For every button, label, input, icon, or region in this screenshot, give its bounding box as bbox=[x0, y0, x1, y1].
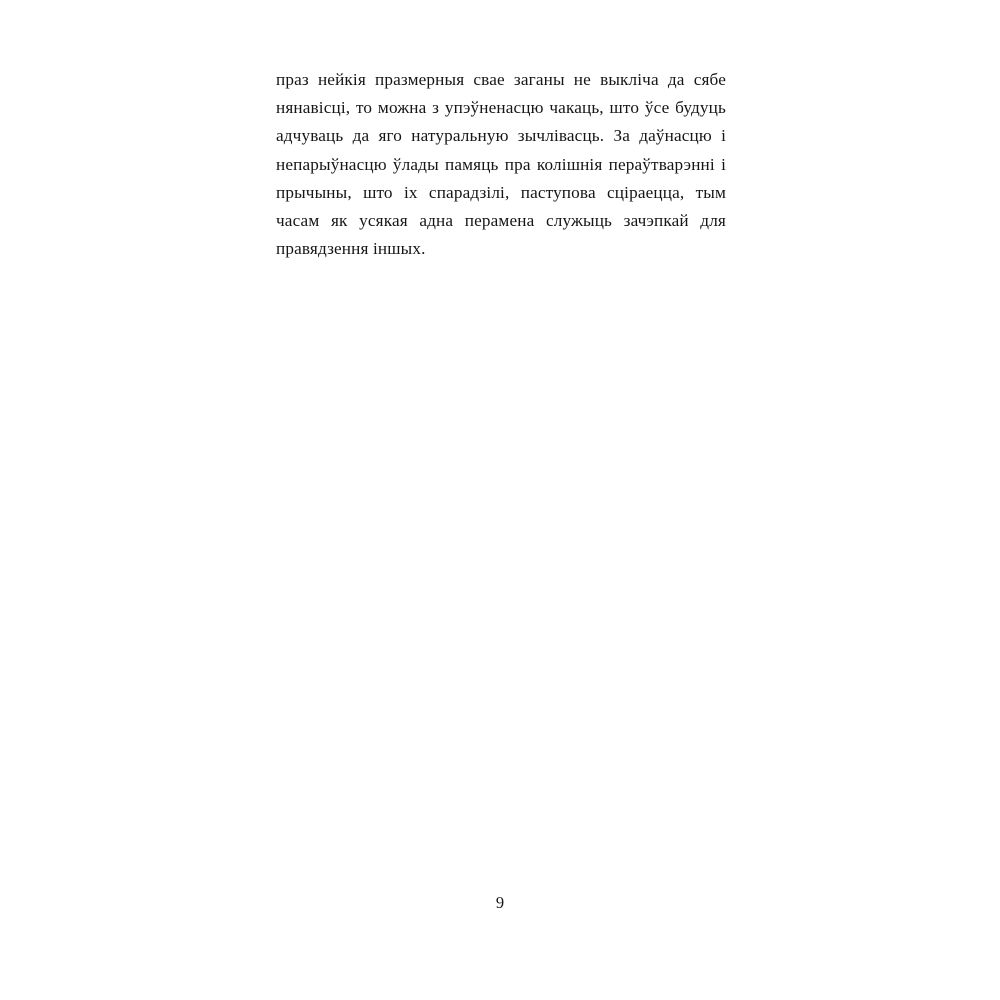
page-text-block bbox=[276, 66, 726, 263]
paragraph-text: праз нейкія празмерныя свае заганы не выкліча да сябе нянавісці, то можна з упэўненасцю чакаць, што ўсе будуць адчуваць да яго натуральную зычлівасць. За даўнасцю і непарыўнасцю ўлады памяць пра колішнія пераўтварэнні і прычыны, што іх спарадзілі, паступова сціраецца, тым часам як усякая адна перамена служыць зачэпкай для правядзення іншых. bbox=[276, 70, 726, 259]
page-number: 9 bbox=[495, 893, 505, 912]
body-paragraph bbox=[276, 66, 726, 263]
